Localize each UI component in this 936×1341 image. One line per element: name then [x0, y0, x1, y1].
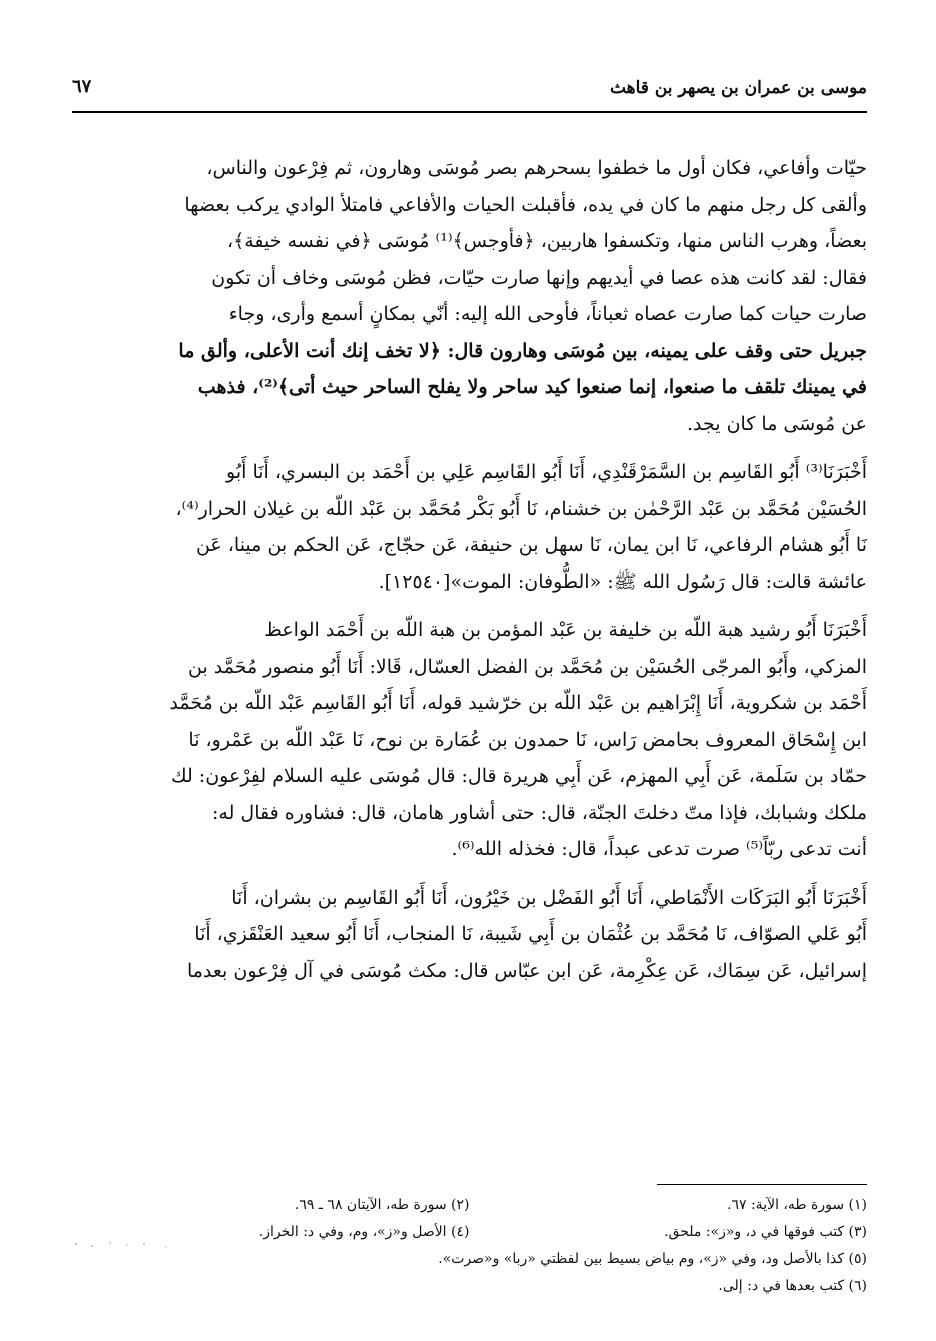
text-line: في يمينك تلقف ما صنعوا، إنما صنعوا كيد ساحر ولا يفلح الساحر حيث أتى﴾⁽²⁾، فذهب [197, 376, 867, 398]
footnote-2: (٢) سورة طه، الآيتان ٦٨ ـ ٦٩. [294, 1197, 470, 1213]
paragraph [72, 150, 867, 442]
footnote-5: (٥) كذا بالأصل ود، وفي «ز»، وم بياض بسيط بين لفظتي «ربا» و«صرت». [438, 1251, 867, 1267]
text-line: ملكك وشبابك، فإذا متّ دخلتَ الجنّة، قال: حتى أشاور هامان، قال: فشاوره فقال له: [212, 801, 867, 824]
text-line: حيّات وأفاعي، فكان أول ما خطفوا بسحرهم بصر مُوسَى وهارون، ثم فِرْعون والناس، [206, 157, 867, 179]
footnote-4: (٤) الأصل و«ز»، وم، وفي د: الخراز. [258, 1224, 470, 1240]
text-line: أَخْبَرَنَا⁽³⁾ أَبُو القَاسِم بن السَّمَرْقَنْدِي، أَنَا أَبُو القَاسِم عَلِي بن أَحْمَد بن البسري، أَنَا أَبُو [226, 461, 867, 483]
header-rule [72, 111, 867, 113]
scan-noise [72, 1232, 192, 1272]
text-line: فقال: لقد كانت هذه عصا في أيديهم وإنها صارت حيّات، فظن مُوسَى وخاف أن تكون [211, 266, 867, 289]
paragraph [72, 612, 867, 868]
text-line: عن مُوسَى ما كان يجد. [686, 412, 867, 435]
text-line: المزكي، وأَبُو المرجّى الحُسَيْن بن مُحَمَّد بن الفضل العسّال، قَالا: أَنَا أَبُو منصور مُحَمَّد بن [188, 655, 867, 678]
text-line: حمّاد بن سَلَمة، عَن أَبِي المهزم، عَن أَبِي هريرة قال: قال مُوسَى عليه السلام لفِرْعون: لك [170, 765, 867, 787]
text-line: صارت حيات كما صارت عصاه ثعباناً، فأوحى الله إليه: أنّي بمكانٍ أسمع وأرى، وجاء [228, 303, 867, 325]
running-title: موسى بن عمران بن يصهر بن قاهث [609, 78, 867, 98]
footnote-rule [657, 1184, 867, 1185]
text-line: أَحْمَد بن شكروية، أَنَا إِبْرَاهيم بن عَبْد اللّه بن خرّشيد قوله، أَنَا أَبُو القَاسِم عَبْد اللّه بن مُحَمَّد [169, 692, 867, 714]
text-line: أَبُو عَلي الصوّاف، نَا مُحَمَّد بن عُثْمَان بن أَبِي شَيبة، نَا المنجاب، أَنَا أَبُو سعيد العَنْقَزي، أَنَا [194, 923, 867, 945]
text-line: بعضاً، وهرب الناس منها، وتكسفوا هاربين، ﴿فأوجس﴾⁽¹⁾ مُوسَى ﴿في نفسه خيفة﴾، [226, 230, 867, 252]
text-line: ابن إِسْحَاق المعروف بحامض رَاس، نَا حمدون بن عُمَارة بن نوح، نَا عَبْد اللّه بن عَمْرو، نَا [188, 728, 867, 751]
page-header [72, 72, 867, 106]
text-line: وألقى كل رجل منهم ما كان في يده، فأقبلت الحيات والأفاعي فامتلأ الوادي يركب بعضها [184, 193, 867, 216]
text-line: أنت تدعى ربّاً⁽⁵⁾ صرت تدعى عبداً، قال: فخذله الله⁽⁶⁾. [451, 838, 867, 860]
text-line: إسرائيل، عَن سِمَاك، عَن عِكْرِمة، عَن ابن عبّاس قال: مكث مُوسَى في آل فِرْعون بعدما [186, 959, 867, 982]
text-line: عائشة قالت: قال رَسُول الله ﷺ: «الطُّوفان: الموت»[١٢٥٤٠]. [378, 570, 867, 593]
text-line: الحُسَيْن مُحَمَّد بن عَبْد الرَّحْمٰن بن خشنام، نَا أَبُو بَكْر مُحَمَّد بن عَبْد اللّه بن غيلان الحرار⁽⁴⁾، [175, 497, 867, 520]
footnote-row [72, 1192, 867, 1219]
main-text [72, 150, 867, 1001]
book-page [72, 72, 867, 1292]
text-line: أَخْبَرَنَا أَبُو رشيد هبة اللّه بن خليفة بن عَبْد المؤمن بن هبة اللّه بن أَحْمَد الواعظ [264, 619, 867, 641]
text-line: نَا أَبُو هشام الرفاعي، نَا ابن يمان، نَا سهل بن حنيفة، عَن حجّاج، عَن الحكم بن مينا، عَن [195, 534, 867, 556]
paragraph [72, 454, 867, 600]
text-line: جبريل حتى وقف على يمينه، بين مُوسَى وهارون قال: ﴿لا تخف إنك أنت الأعلى، وألق ما [178, 339, 867, 362]
paragraph [72, 880, 867, 990]
page-number: ٦٧ [72, 76, 92, 97]
footnote-1: (١) سورة طه، الآية: ٦٧. [727, 1197, 867, 1213]
text-line: أَخْبَرَنَا أَبُو البَرَكَات الأَنْمَاطي، أَنَا أَبُو الفَضْل بن خَيْرُون، أَنَا أَبُو القَاسِم بن بشران، أَنَا [231, 886, 867, 909]
footnote-3: (٣) كتب فوقها في د، و«ز»: ملحق. [664, 1224, 867, 1240]
footnote-6: (٦) كتب بعدها في د: إلى. [718, 1278, 867, 1294]
